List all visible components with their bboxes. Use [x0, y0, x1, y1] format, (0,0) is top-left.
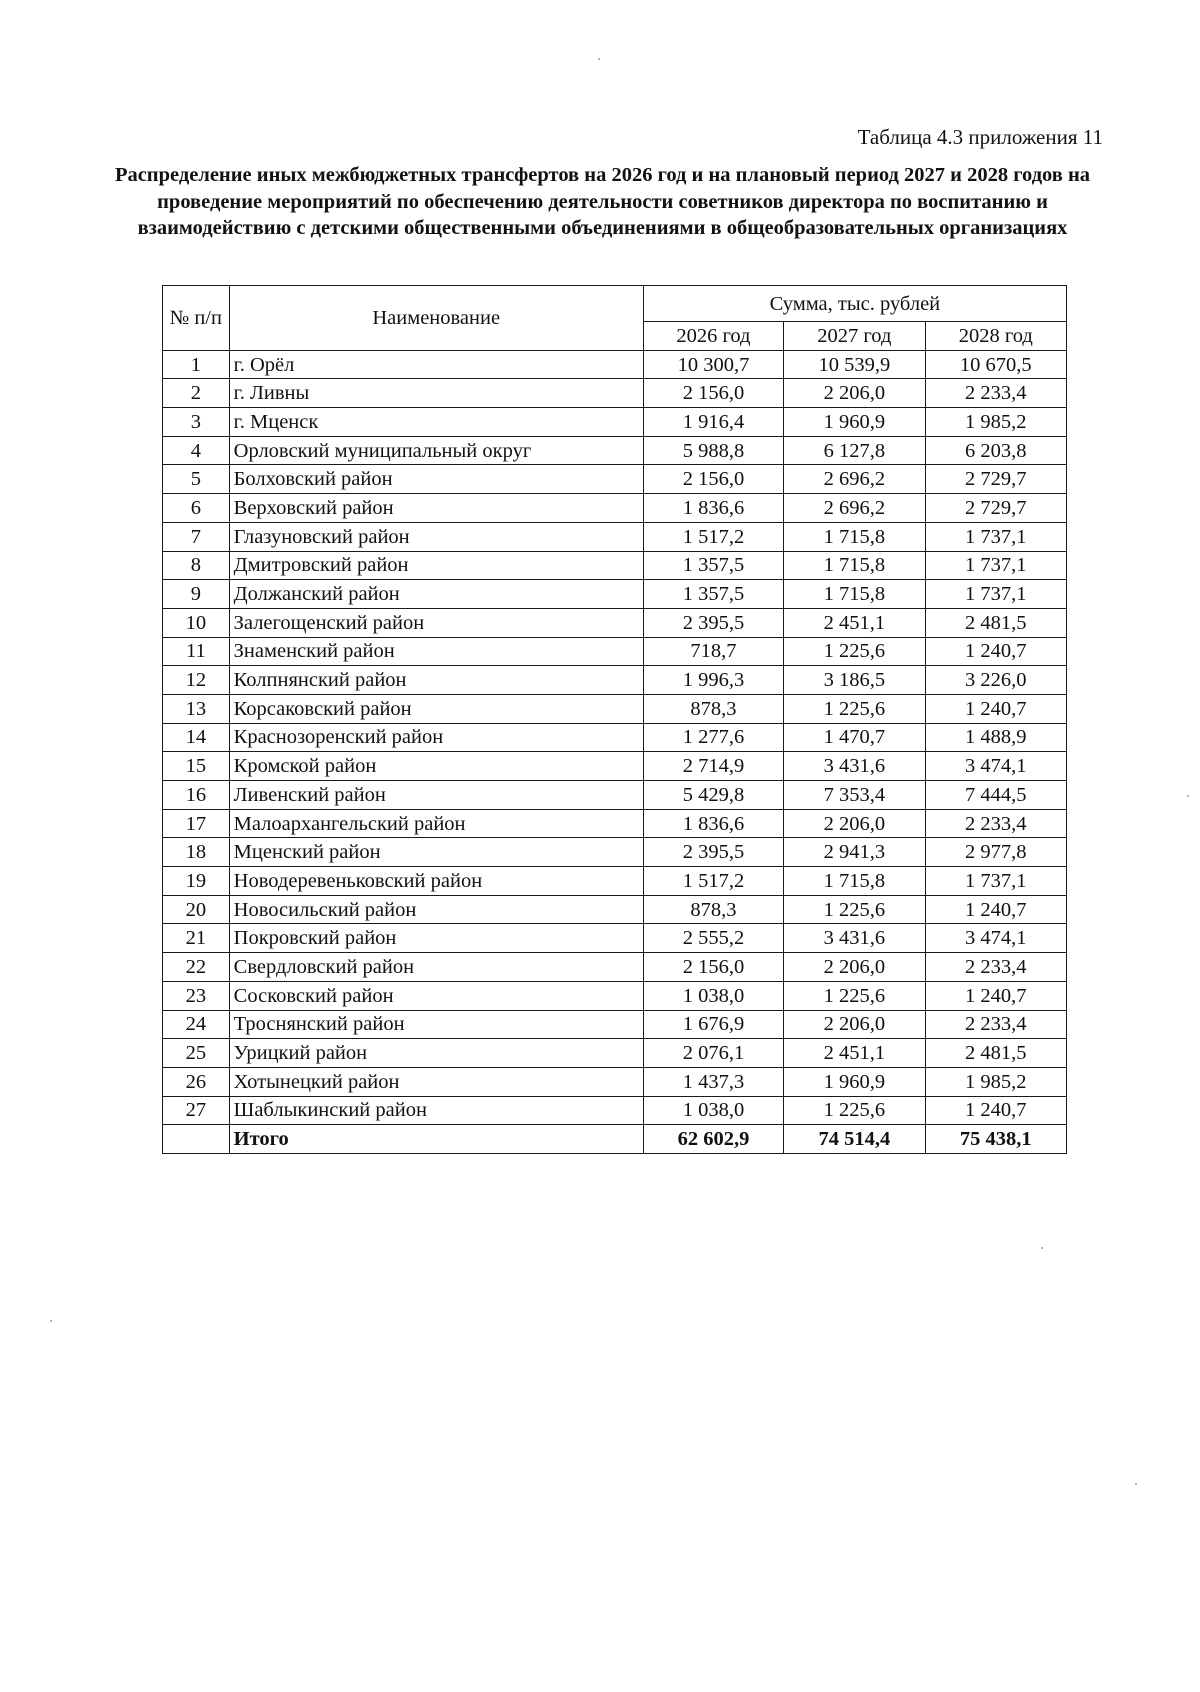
row-name: Колпнянский район — [229, 666, 643, 695]
header-year-2026: 2026 год — [643, 322, 783, 351]
table-row — [163, 953, 1067, 982]
row-num: 3 — [163, 408, 230, 437]
table-row — [163, 522, 1067, 551]
table-row — [163, 436, 1067, 465]
row-value-2026: 1 996,3 — [643, 666, 783, 695]
row-num: 24 — [163, 1010, 230, 1039]
row-name: Сосковский район — [229, 981, 643, 1010]
table-row — [163, 494, 1067, 523]
row-num: 10 — [163, 608, 230, 637]
row-name: Троснянский район — [229, 1010, 643, 1039]
row-num: 21 — [163, 924, 230, 953]
table-row — [163, 608, 1067, 637]
table-row — [163, 408, 1067, 437]
row-num: 5 — [163, 465, 230, 494]
table-row — [163, 867, 1067, 896]
row-name: Мценский район — [229, 838, 643, 867]
row-num: 17 — [163, 809, 230, 838]
row-value-2028: 3 226,0 — [925, 666, 1066, 695]
scan-speck — [1135, 1483, 1137, 1485]
row-value-2027: 1 225,6 — [784, 1096, 925, 1125]
row-value-2028: 3 474,1 — [925, 752, 1066, 781]
table-row — [163, 1096, 1067, 1125]
row-name: Корсаковский район — [229, 694, 643, 723]
row-value-2027: 2 696,2 — [784, 494, 925, 523]
row-value-2026: 878,3 — [643, 694, 783, 723]
row-name: г. Ливны — [229, 379, 643, 408]
row-value-2026: 718,7 — [643, 637, 783, 666]
row-name: г. Орёл — [229, 350, 643, 379]
row-value-2027: 3 186,5 — [784, 666, 925, 695]
row-value-2028: 2 481,5 — [925, 608, 1066, 637]
row-value-2028: 2 729,7 — [925, 465, 1066, 494]
row-value-2028: 2 481,5 — [925, 1039, 1066, 1068]
row-value-2028: 1 488,9 — [925, 723, 1066, 752]
table-row — [163, 694, 1067, 723]
table-row — [163, 895, 1067, 924]
row-value-2027: 2 451,1 — [784, 608, 925, 637]
row-value-2028: 2 233,4 — [925, 953, 1066, 982]
row-name: Должанский район — [229, 580, 643, 609]
table-row — [163, 379, 1067, 408]
header-sum-group: Сумма, тыс. рублей — [643, 286, 1066, 322]
row-value-2028: 1 240,7 — [925, 1096, 1066, 1125]
header-num — [163, 286, 230, 351]
row-value-2028: 1 240,7 — [925, 895, 1066, 924]
total-num — [163, 1125, 230, 1154]
row-value-2027: 2 206,0 — [784, 953, 925, 982]
row-num: 25 — [163, 1039, 230, 1068]
row-num: 4 — [163, 436, 230, 465]
row-value-2028: 1 737,1 — [925, 867, 1066, 896]
total-value-2027: 74 514,4 — [784, 1125, 925, 1154]
row-num: 16 — [163, 781, 230, 810]
row-value-2026: 2 156,0 — [643, 953, 783, 982]
row-value-2026: 10 300,7 — [643, 350, 783, 379]
row-name: Покровский район — [229, 924, 643, 953]
table-row — [163, 838, 1067, 867]
table-row — [163, 580, 1067, 609]
row-name: Знаменский район — [229, 637, 643, 666]
table-row — [163, 1039, 1067, 1068]
row-value-2027: 1 225,6 — [784, 981, 925, 1010]
row-value-2027: 1 715,8 — [784, 551, 925, 580]
row-num: 12 — [163, 666, 230, 695]
row-value-2026: 1 916,4 — [643, 408, 783, 437]
row-num: 1 — [163, 350, 230, 379]
row-value-2028: 1 240,7 — [925, 637, 1066, 666]
row-name: Малоархангельский район — [229, 809, 643, 838]
row-value-2028: 3 474,1 — [925, 924, 1066, 953]
row-name: Свердловский район — [229, 953, 643, 982]
row-value-2026: 1 437,3 — [643, 1067, 783, 1096]
row-value-2027: 1 960,9 — [784, 1067, 925, 1096]
row-name: Новосильский район — [229, 895, 643, 924]
row-value-2027: 2 941,3 — [784, 838, 925, 867]
row-value-2028: 2 233,4 — [925, 809, 1066, 838]
row-value-2028: 1 737,1 — [925, 551, 1066, 580]
row-num: 14 — [163, 723, 230, 752]
row-num: 13 — [163, 694, 230, 723]
row-value-2026: 2 395,5 — [643, 838, 783, 867]
row-value-2026: 5 429,8 — [643, 781, 783, 810]
row-value-2026: 2 395,5 — [643, 608, 783, 637]
scan-speck — [1187, 795, 1189, 797]
row-value-2027: 1 225,6 — [784, 694, 925, 723]
row-value-2027: 1 225,6 — [784, 895, 925, 924]
row-value-2026: 1 277,6 — [643, 723, 783, 752]
table-total-row — [163, 1125, 1067, 1154]
row-value-2026: 2 156,0 — [643, 465, 783, 494]
row-num: 22 — [163, 953, 230, 982]
row-value-2026: 2 156,0 — [643, 379, 783, 408]
row-value-2027: 2 696,2 — [784, 465, 925, 494]
table-row — [163, 981, 1067, 1010]
row-name: Ливенский район — [229, 781, 643, 810]
row-name: Дмитровский район — [229, 551, 643, 580]
header-year-2028: 2028 год — [925, 322, 1066, 351]
table-row — [163, 781, 1067, 810]
table-row — [163, 752, 1067, 781]
row-value-2027: 2 206,0 — [784, 1010, 925, 1039]
row-value-2027: 6 127,8 — [784, 436, 925, 465]
table-row — [163, 551, 1067, 580]
header-num-label: № п/п — [169, 306, 222, 329]
total-value-2028: 75 438,1 — [925, 1125, 1066, 1154]
row-value-2026: 2 076,1 — [643, 1039, 783, 1068]
row-value-2027: 1 960,9 — [784, 408, 925, 437]
row-value-2027: 7 353,4 — [784, 781, 925, 810]
row-value-2028: 6 203,8 — [925, 436, 1066, 465]
row-name: Орловский муниципальный округ — [229, 436, 643, 465]
row-num: 20 — [163, 895, 230, 924]
row-name: Залегощенский район — [229, 608, 643, 637]
transfers-table — [162, 285, 1067, 1154]
row-name: Новодеревеньковский район — [229, 867, 643, 896]
row-num: 18 — [163, 838, 230, 867]
row-num: 27 — [163, 1096, 230, 1125]
header-name: Наименование — [229, 286, 643, 351]
row-value-2027: 10 539,9 — [784, 350, 925, 379]
row-num: 11 — [163, 637, 230, 666]
header-year-2027: 2027 год — [784, 322, 925, 351]
row-value-2026: 878,3 — [643, 895, 783, 924]
table-row — [163, 637, 1067, 666]
table-row — [163, 666, 1067, 695]
row-name: Кромской район — [229, 752, 643, 781]
row-value-2028: 2 977,8 — [925, 838, 1066, 867]
row-num: 2 — [163, 379, 230, 408]
row-value-2028: 2 233,4 — [925, 1010, 1066, 1039]
row-num: 23 — [163, 981, 230, 1010]
row-value-2027: 1 715,8 — [784, 580, 925, 609]
row-value-2028: 2 729,7 — [925, 494, 1066, 523]
row-value-2026: 2 555,2 — [643, 924, 783, 953]
row-num: 26 — [163, 1067, 230, 1096]
row-name: Болховский район — [229, 465, 643, 494]
row-value-2028: 1 985,2 — [925, 408, 1066, 437]
table-row — [163, 1010, 1067, 1039]
total-label: Итого — [229, 1125, 643, 1154]
document-title: Распределение иных межбюджетных трансфертов на 2026 год и на плановый период 2027 и 2028 годов на проведение мероприятий по обеспечению деятельности советников директора по воспитанию и взаимодействию с детскими общественными объединениями в общеобразовательных организациях — [114, 164, 1091, 239]
row-value-2026: 1 836,6 — [643, 809, 783, 838]
row-value-2028: 1 240,7 — [925, 981, 1066, 1010]
row-value-2026: 1 038,0 — [643, 1096, 783, 1125]
table-row — [163, 723, 1067, 752]
row-value-2026: 5 988,8 — [643, 436, 783, 465]
row-name: Глазуновский район — [229, 522, 643, 551]
row-value-2026: 2 714,9 — [643, 752, 783, 781]
row-name: Хотынецкий район — [229, 1067, 643, 1096]
row-value-2028: 2 233,4 — [925, 379, 1066, 408]
row-value-2026: 1 357,5 — [643, 580, 783, 609]
row-value-2027: 1 470,7 — [784, 723, 925, 752]
row-value-2028: 1 737,1 — [925, 580, 1066, 609]
row-value-2027: 2 451,1 — [784, 1039, 925, 1068]
row-value-2027: 1 715,8 — [784, 867, 925, 896]
row-value-2028: 7 444,5 — [925, 781, 1066, 810]
row-num: 9 — [163, 580, 230, 609]
row-value-2026: 1 676,9 — [643, 1010, 783, 1039]
row-num: 6 — [163, 494, 230, 523]
row-num: 15 — [163, 752, 230, 781]
row-value-2027: 2 206,0 — [784, 809, 925, 838]
row-num: 7 — [163, 522, 230, 551]
row-value-2028: 10 670,5 — [925, 350, 1066, 379]
scan-speck — [1041, 1247, 1043, 1249]
table-row — [163, 809, 1067, 838]
row-value-2026: 1 517,2 — [643, 522, 783, 551]
total-value-2026: 62 602,9 — [643, 1125, 783, 1154]
annex-label: Таблица 4.3 приложения 11 — [857, 125, 1103, 149]
row-num: 19 — [163, 867, 230, 896]
row-name: Краснозоренский район — [229, 723, 643, 752]
row-value-2027: 1 715,8 — [784, 522, 925, 551]
scan-speck — [598, 58, 600, 60]
scan-speck — [50, 1320, 52, 1322]
row-value-2028: 1 985,2 — [925, 1067, 1066, 1096]
table-body — [163, 350, 1067, 1153]
row-name: Урицкий район — [229, 1039, 643, 1068]
table-row — [163, 465, 1067, 494]
row-value-2027: 3 431,6 — [784, 924, 925, 953]
row-value-2027: 2 206,0 — [784, 379, 925, 408]
row-name: Верховский район — [229, 494, 643, 523]
row-value-2027: 1 225,6 — [784, 637, 925, 666]
table-row — [163, 924, 1067, 953]
row-value-2028: 1 240,7 — [925, 694, 1066, 723]
row-value-2026: 1 517,2 — [643, 867, 783, 896]
table-row — [163, 350, 1067, 379]
row-value-2026: 1 038,0 — [643, 981, 783, 1010]
row-value-2027: 3 431,6 — [784, 752, 925, 781]
row-value-2028: 1 737,1 — [925, 522, 1066, 551]
row-name: Шаблыкинский район — [229, 1096, 643, 1125]
row-name: г. Мценск — [229, 408, 643, 437]
row-num: 8 — [163, 551, 230, 580]
table-row — [163, 1067, 1067, 1096]
row-value-2026: 1 357,5 — [643, 551, 783, 580]
row-value-2026: 1 836,6 — [643, 494, 783, 523]
